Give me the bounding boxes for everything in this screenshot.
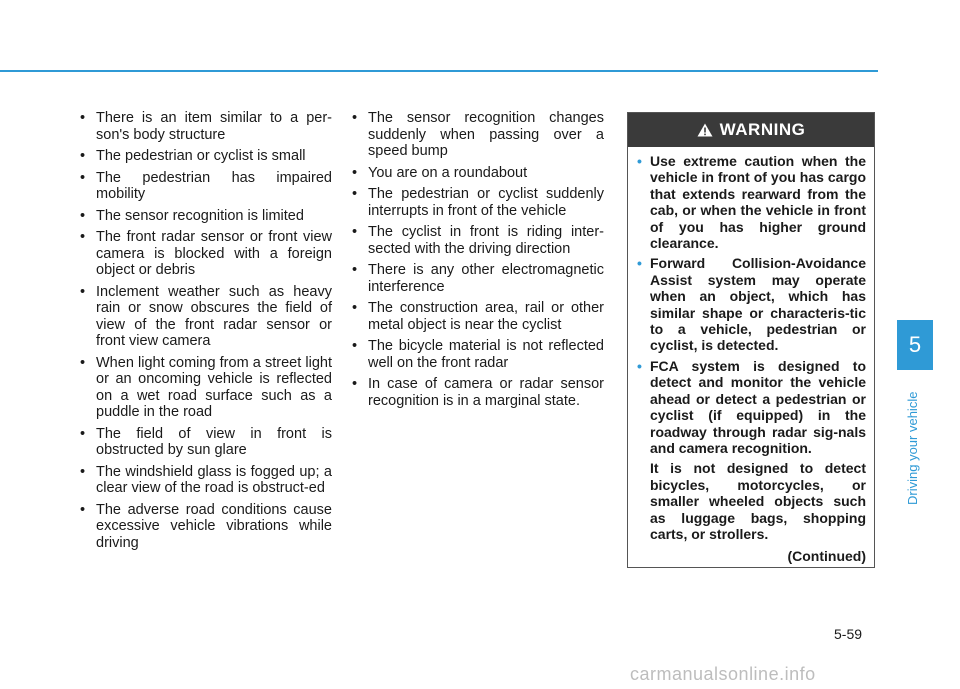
warning-box xyxy=(627,112,875,568)
list-item: • The adverse road conditions cause excessive vehicle vibrations while driving xyxy=(78,502,332,552)
list-item: • The pedestrian or cyclist suddenly interrupts in front of the vehicle xyxy=(350,186,604,219)
list-item: • There is an item similar to a per-son's body structure xyxy=(78,110,332,143)
list-item: • The sensor recognition changes suddenly when passing over a speed bump xyxy=(350,110,604,160)
list-item: • The pedestrian or cyclist is small xyxy=(78,148,332,165)
list-item: • When light coming from a street light or an oncoming vehicle is reflected on a wet road surface such as a puddle in the road xyxy=(78,355,332,421)
list-item: • The windshield glass is fogged up; a clear view of the road is obstruct-ed xyxy=(78,464,332,497)
list-item: • Inclement weather such as heavy rain or snow obscures the field of view of the front radar sensor or front view camera xyxy=(78,284,332,350)
list-item: • The sensor recognition is limited xyxy=(78,208,332,225)
middle-column xyxy=(350,110,604,414)
list-item: • The front radar sensor or front view camera is blocked with a foreign object or debris xyxy=(78,229,332,279)
list-item: • The construction area, rail or other metal object is near the cyclist xyxy=(350,300,604,333)
warning-header xyxy=(628,113,874,147)
page-number: 5-59 xyxy=(834,626,863,642)
warning-body xyxy=(628,147,874,564)
chapter-number: 5 xyxy=(908,332,922,357)
warning-item: • FCA system is designed to detect and monitor the vehicle ahead or detect a pedestrian or cyclist (if equipped) in the roadway through radar sig-nals and camera recognition. xyxy=(636,358,866,456)
warning-title: WARNING xyxy=(719,120,806,139)
list-item: • The bicycle material is not reflected well on the front radar xyxy=(350,338,604,371)
list-item: • In case of camera or radar sensor recognition is in a marginal state. xyxy=(350,376,604,409)
warning-item: • Use extreme caution when the vehicle in front of you has cargo that extends rearward from the cab, or when the vehicle in front of you has higher ground clearance. xyxy=(636,153,866,251)
warning-sub-paragraph: It is not designed to detect bicycles, motorcycles, or smaller wheeled objects such as luggage bags, shopping carts, or strollers. xyxy=(650,460,866,542)
left-column xyxy=(78,110,332,556)
watermark: carmanualsonline.info xyxy=(630,664,816,684)
list-item: • The field of view in front is obstructed by sun glare xyxy=(78,426,332,459)
top-rule xyxy=(0,70,878,72)
warning-item: • Forward Collision-Avoidance Assist system may operate when an object, which has similar shape or characteris-tic to a vehicle, pedestrian or cyclist, is detected. xyxy=(636,255,866,353)
list-item: • There is any other electromagnetic interference xyxy=(350,262,604,295)
list-item: • You are on a roundabout xyxy=(350,165,604,182)
list-item: • The pedestrian has impaired mobility xyxy=(78,170,332,203)
condition-list-2 xyxy=(350,110,604,409)
list-item: • The cyclist in front is riding inter-sected with the driving direction xyxy=(350,224,604,257)
chapter-tab xyxy=(897,320,933,370)
warning-triangle-icon xyxy=(697,123,713,137)
continued-label: (Continued) xyxy=(787,548,866,565)
chapter-label: Driving your vehicle xyxy=(905,391,920,505)
condition-list-1 xyxy=(78,110,332,551)
